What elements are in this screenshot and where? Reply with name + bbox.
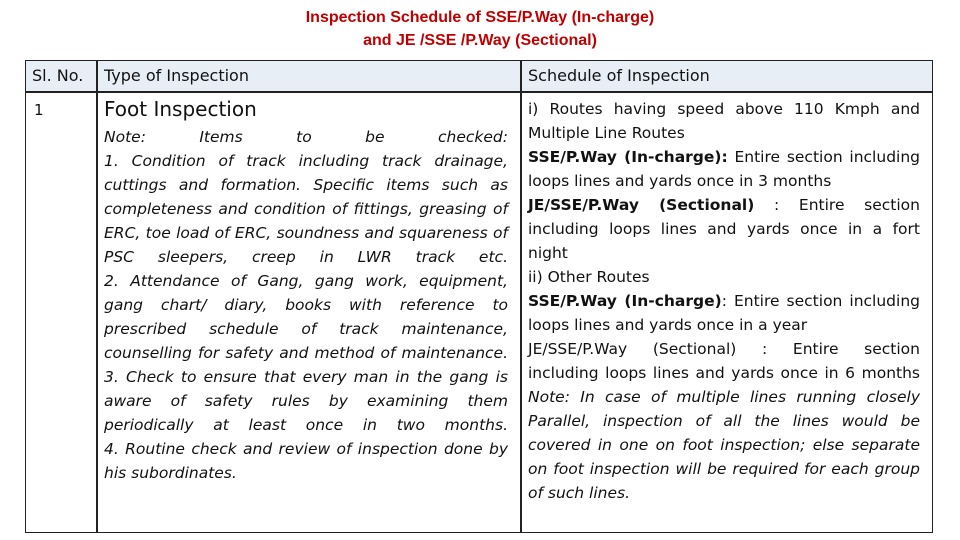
inspection-table [25,60,933,533]
schedule-note-line: covered in one on foot inspection; else separate [528,436,920,454]
schedule-line: loops lines and yards once in a year [528,316,808,334]
schedule-text: : Entire section [754,196,920,214]
type-line: periodically at least once in two months. [104,416,508,434]
type-line: his subordinates. [104,464,237,482]
type-line: 2. Attendance of Gang, gang work, equipment, [104,272,508,290]
type-line: cuttings and formation. Specific items such as [104,176,508,194]
schedule-text: : Entire section including [721,292,920,310]
header-schedule: Schedule of Inspection [528,66,710,85]
schedule-cell [528,97,920,505]
type-notes [104,125,508,485]
schedule-line: Multiple Line Routes [528,124,685,142]
schedule-line [528,145,920,169]
type-cell [104,97,508,485]
title-line-2: and JE /SSE /P.Way (Sectional) [363,32,597,49]
type-line: ERC, toe load of ERC, soundness and squareness of [104,224,508,242]
type-line: 4. Routine check and review of inspection done by [104,440,508,458]
schedule-note-line: Parallel, inspection of all the lines would be [528,412,920,430]
column-divider-2 [520,61,522,532]
page-title [0,6,960,52]
type-line: prescribed schedule of track maintenance, [104,320,508,338]
type-line: gang chart/ diary, books with reference to [104,296,508,314]
header-sl-no: Sl. No. [32,66,84,85]
type-title: Foot Inspection [104,97,257,121]
column-divider-1 [96,61,98,532]
schedule-note-line: of such lines. [528,484,631,502]
schedule-bold: SSE/P.Way (In-charge): [528,148,728,166]
schedule-bold: SSE/P.Way (In-charge) [528,292,722,310]
type-line: 3. Check to ensure that every man in the gang is [104,368,508,386]
schedule-line: i) Routes having speed above 110 Kmph and [528,100,920,118]
schedule-line [528,193,920,217]
title-line-1: Inspection Schedule of SSE/P.Way (In-charge) [305,9,655,26]
schedule-line: including loops lines and yards once in 6 months [528,364,920,382]
header-type: Type of Inspection [104,66,249,85]
schedule-line: loops lines and yards once in 3 months [528,172,832,190]
schedule-line: night [528,244,568,262]
schedule-text: Entire section including [727,148,920,166]
type-line: PSC sleepers, creep in LWR track etc. [104,248,508,266]
type-line: counselling for safety and method of maintenance. [104,344,508,362]
schedule-line: JE/SSE/P.Way (Sectional) : Entire section [528,340,920,358]
row-sl-no: 1 [34,101,44,119]
schedule-note-line: Note: In case of multiple lines running closely [528,388,920,406]
schedule-line: including loops lines and yards once in a fort [528,220,920,238]
table-header-row [26,61,932,93]
schedule-line: ii) Other Routes [528,268,650,286]
type-line: aware of safety rules by examining them [104,392,508,410]
type-line: Note: Items to be checked: [104,128,508,146]
schedule-bold: JE/SSE/P.Way (Sectional) [528,196,755,214]
schedule-line [528,289,920,313]
type-line: 1. Condition of track including track drainage, [104,152,508,170]
schedule-note-line: on foot inspection will be required for each group [528,460,920,478]
type-line: completeness and condition of fittings, greasing of [104,200,508,218]
